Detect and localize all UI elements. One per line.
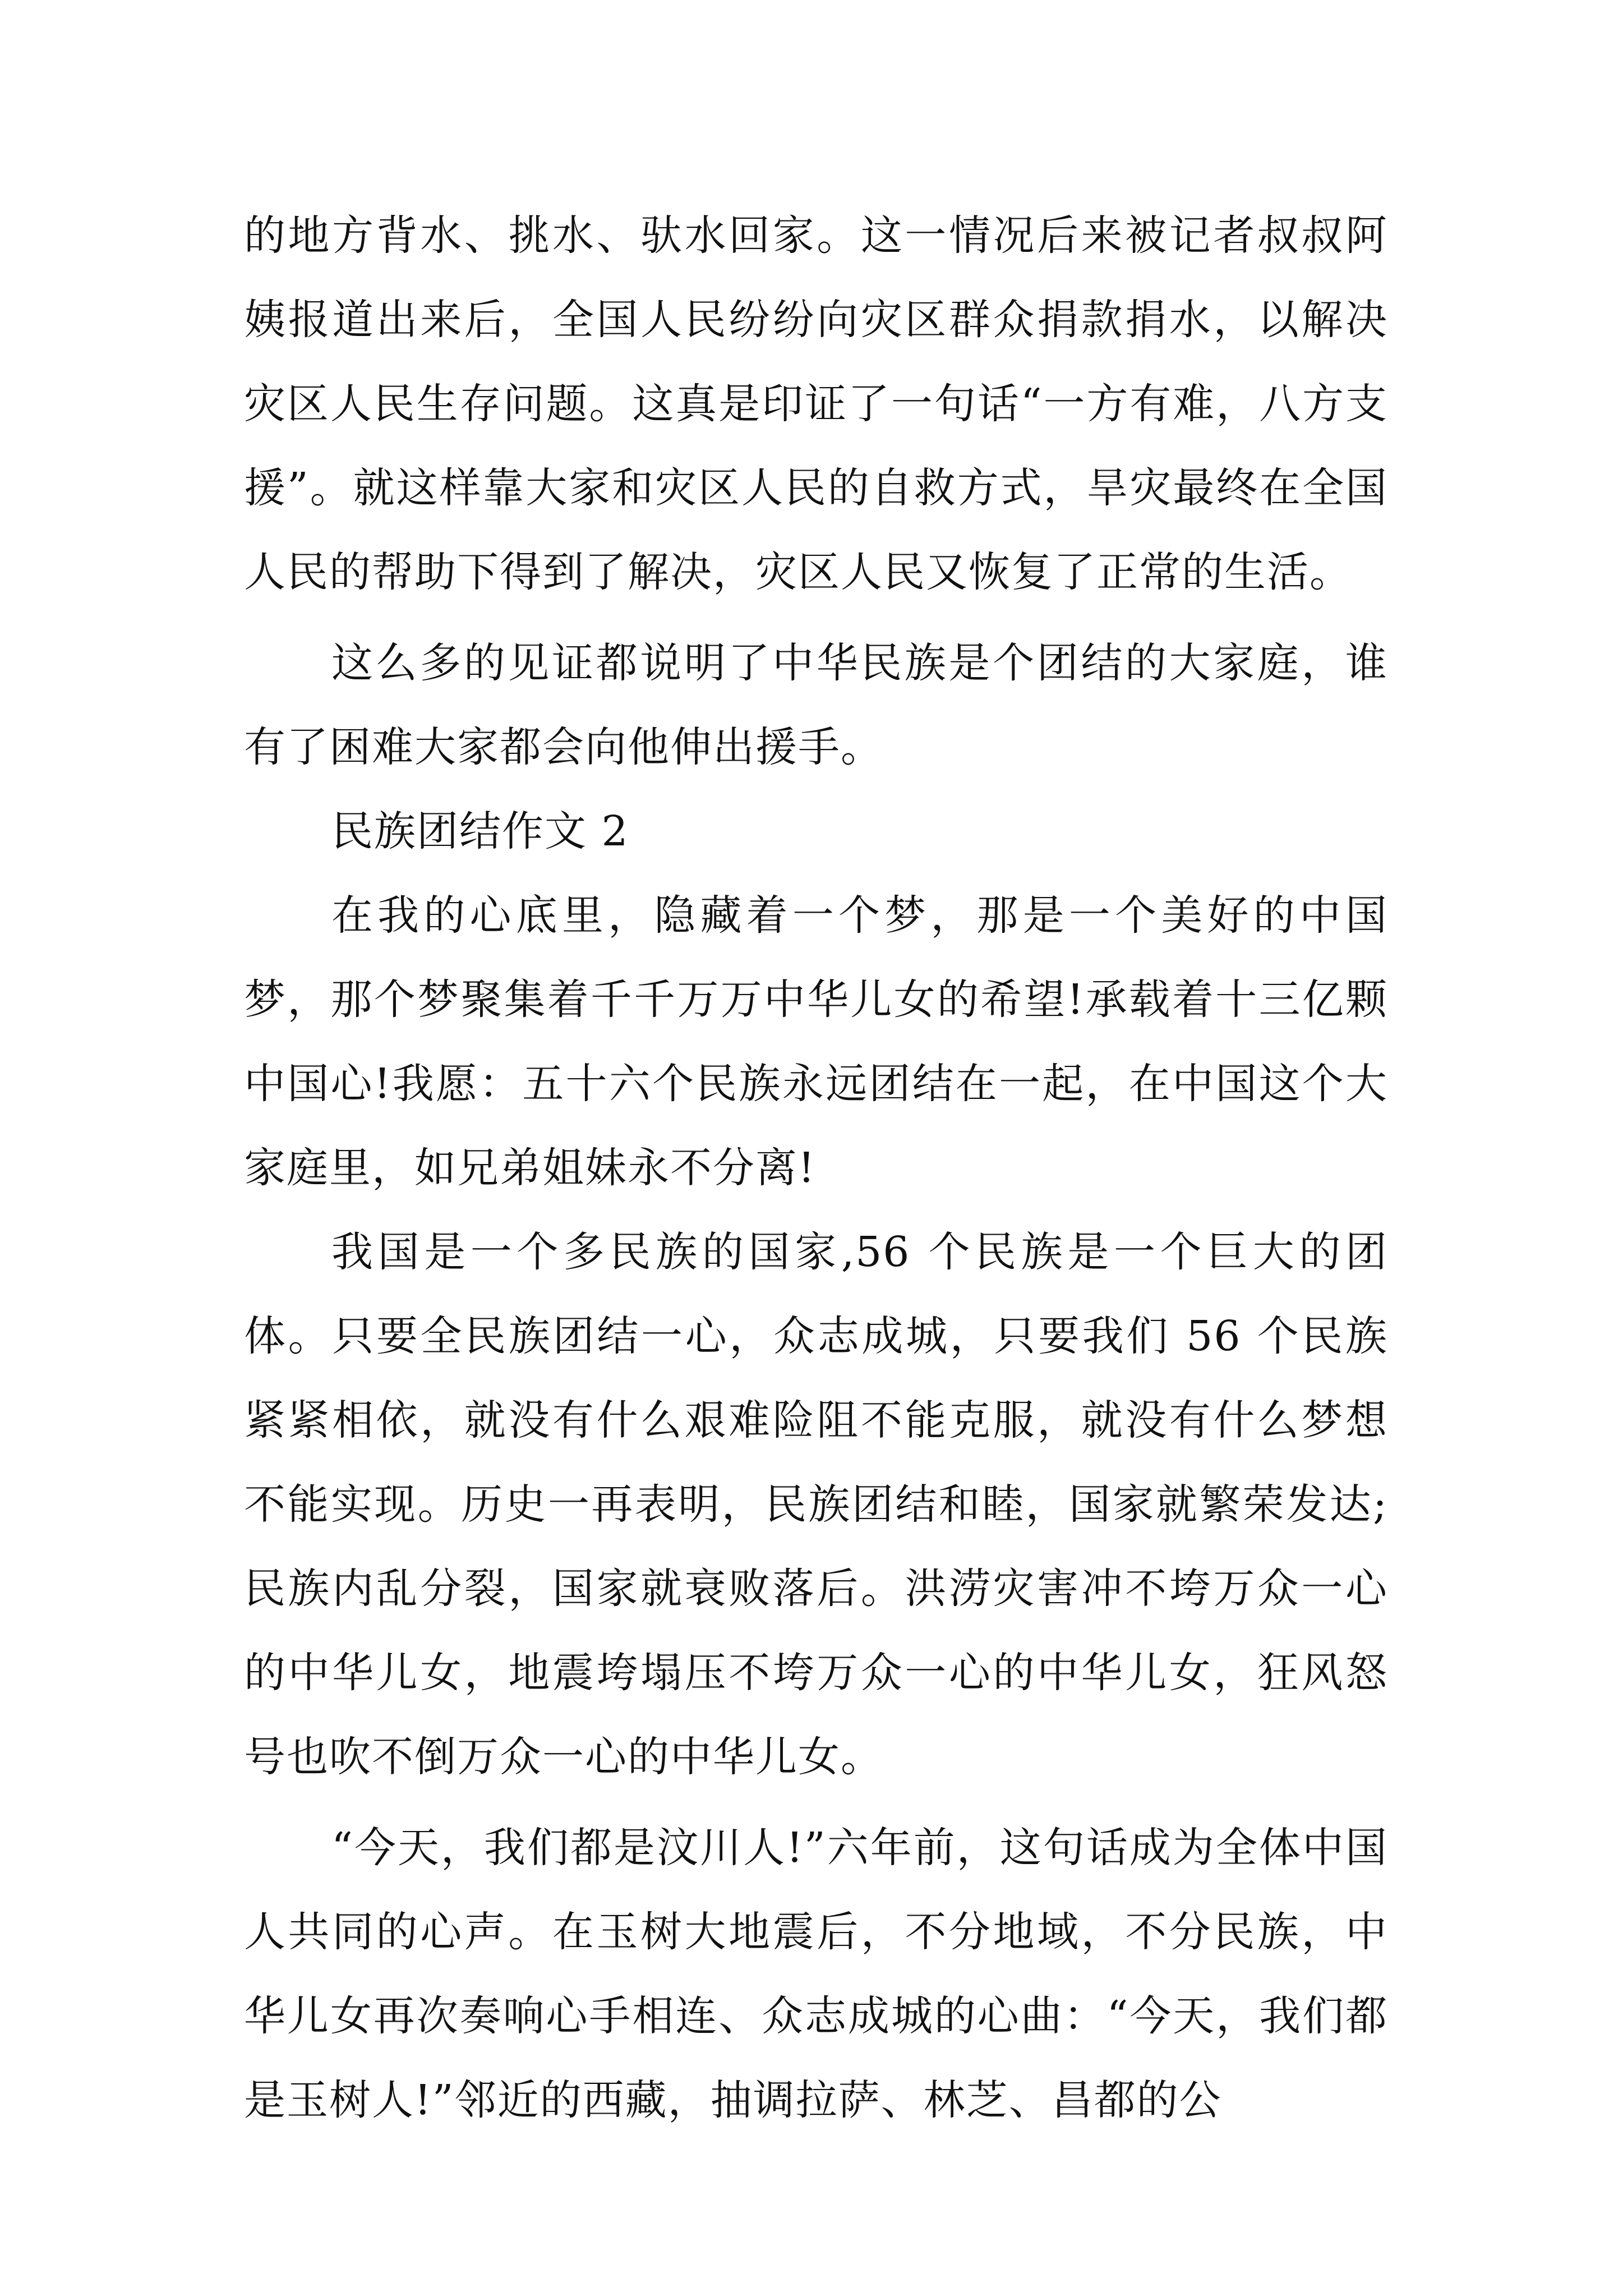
paragraph-wenchuan-yushu: “今天，我们都是汶川人!”六年前，这句话成为全体中国人共同的心声。在玉树大地震后，不分地域，不分民族，中华儿女再次奏响心手相连、众志成城的心曲：“今天，我们都是玉树人!”邻近的西藏，抽调拉萨、林芝、昌都的公 — [244, 1824, 1388, 2124]
essay-title: 民族团结作文 2 — [331, 807, 629, 855]
paragraph-china-dream: 在我的心底里，隐藏着一个梦，那是一个美好的中国梦，那个梦聚集着千千万万中华儿女的希望!承载着十三亿颗中国心!我愿：五十六个民族永远团结在一起，在中国这个大家庭里，如兄弟姐妹永不分离! — [244, 891, 1388, 1192]
paragraph-continuation: 的地方背水、挑水、驮水回家。这一情况后来被记者叔叔阿姨报道出来后，全国人民纷纷向灾区群众捐款捐水，以解决灾区人民生存问题。这真是印证了一句话“一方有难，八方支援”。就这样靠大家和灾区人民的自救方式，旱灾最终在全国人民的帮助下得到了解决，灾区人民又恢复了正常的生活。 — [244, 211, 1388, 596]
paragraph-multi-ethnic-nation: 我国是一个多民族的国家,56 个民族是一个巨大的团体。只要全民族团结一心，众志成城，只要我们 56 个民族紧紧相依，就没有什么艰难险阻不能克服，就没有什么梦想不能实现。历史一再表明，民族团结和睦，国家就繁荣发达;民族内乱分裂，国家就衰败落后。洪涝灾害冲不垮万众一心的中华儿女，地震垮塌压不垮万众一心的中华儿女，狂风怒号也吹不倒万众一心的中华儿女。 — [244, 1228, 1388, 1781]
paragraph-unity-witness: 这么多的见证都说明了中华民族是个团结的大家庭，谁有了困难大家都会向他伸出援手。 — [244, 639, 1388, 771]
document-body — [244, 194, 1388, 2142]
